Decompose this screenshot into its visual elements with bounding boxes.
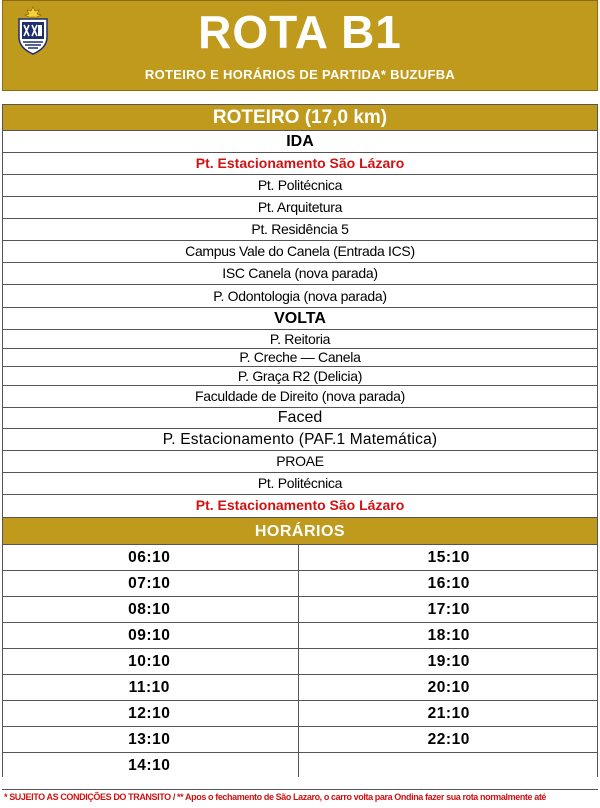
departure-time: 21:10 (427, 705, 470, 722)
departure-time: 17:10 (427, 601, 470, 618)
departure-time: 19:10 (427, 653, 470, 670)
departure-time: 16:10 (427, 575, 470, 592)
volta-stop: Pt. Estacionamento São Lázaro (195, 497, 405, 513)
schedule-title: HORÁRIOS (3, 517, 597, 545)
schedule-row (3, 675, 597, 701)
volta-stop: Faculdade de Direito (nova parada) (3, 386, 597, 408)
page-subtitle: ROTEIRO E HORÁRIOS DE PARTIDA* BUZUFBA (144, 67, 456, 82)
departure-time (301, 753, 598, 777)
volta-stop: P. Reitoria (3, 330, 597, 349)
departure-time: 09:10 (1, 623, 299, 648)
schedule-row (3, 727, 597, 753)
departure-time: 08:10 (1, 597, 299, 622)
departure-time: 13:10 (1, 727, 299, 752)
departure-time: 11:10 (1, 675, 299, 700)
ida-stop: Pt. Estacionamento São Lázaro (3, 153, 597, 175)
schedule-grid (3, 545, 597, 777)
departure-time: 06:10 (1, 545, 299, 570)
departure-time: 22:10 (427, 731, 470, 748)
ida-stop: ISC Canela (nova parada) (3, 263, 597, 285)
ida-stop: P. Odontologia (nova parada) (3, 285, 597, 308)
route-title: ROTEIRO (17,0 km) (3, 104, 597, 131)
departure-time: 15:10 (427, 549, 470, 566)
departure-time: 12:10 (1, 701, 299, 726)
departure-time: 07:10 (1, 571, 299, 596)
volta-stop: Faced (3, 408, 597, 429)
ida-stop: Pt. Arquitetura (3, 197, 597, 219)
schedule-row (3, 571, 597, 597)
schedule-row (3, 597, 597, 623)
volta-stop: PROAE (3, 451, 597, 473)
ida-stop: Campus Vale do Canela (Entrada ICS) (3, 241, 597, 263)
volta-label: VOLTA (3, 308, 597, 330)
schedule-row (3, 753, 597, 777)
ida-stop: Pt. Residência 5 (3, 219, 597, 241)
schedule-row (3, 649, 597, 675)
page-title: ROTA B1 (198, 6, 402, 58)
volta-stop: P. Creche — Canela (3, 349, 597, 367)
volta-stop: Pt. Politécnica (3, 473, 597, 495)
ida-label: IDA (3, 131, 597, 153)
departure-time: 20:10 (427, 679, 470, 696)
departure-time: 10:10 (1, 649, 299, 674)
schedule-row (3, 545, 597, 571)
ida-stop: Pt. Politécnica (3, 175, 597, 197)
route-table (2, 104, 598, 777)
volta-stop: P. Estacionamento (PAF.1 Matemática) (3, 429, 597, 451)
schedule-row (3, 623, 597, 649)
schedule-row (3, 701, 597, 727)
page-header (2, 0, 598, 91)
footnote: * SUJEITO AS CONDIÇÕES DO TRANSITO / ** Apos o fechamento de São Lazaro, o carro volta para Ondina fazer sua rota normalmente até (2, 789, 598, 808)
departure-time: 14:10 (1, 753, 299, 777)
departure-time: 18:10 (427, 627, 470, 644)
volta-stop: P. Graça R2 (Delicia) (3, 367, 597, 386)
